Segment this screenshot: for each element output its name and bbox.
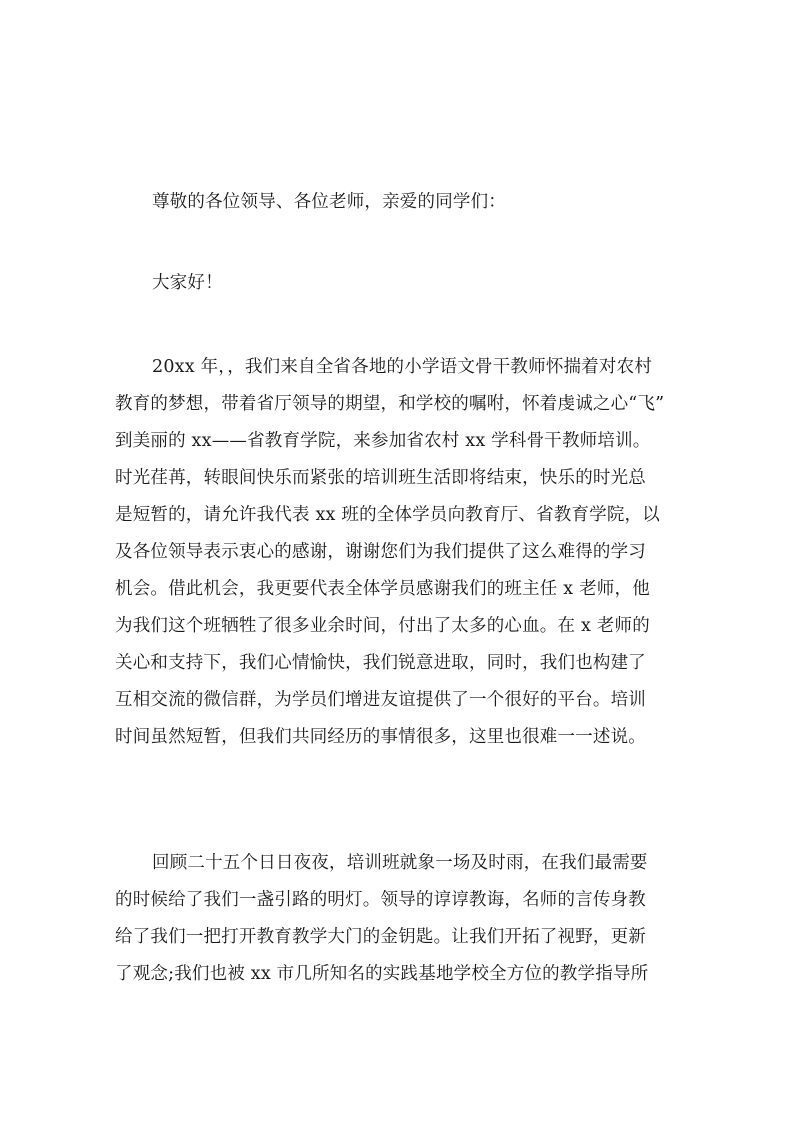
salutation: 尊敬的各位领导、各位老师，亲爱的同学们： [152, 192, 506, 212]
greeting: 大家好！ [152, 273, 223, 293]
paragraph-line: 教育的梦想，带着省厅领导的期望，和学校的嘱咐，怀着虔诚之心“飞” [115, 394, 665, 414]
paragraph-line: 的时候给了我们一盏引路的明灯。领导的谆谆教诲，名师的言传身教 [115, 890, 646, 910]
paragraph-line: 给了我们一把打开教育教学大门的金钥匙。让我们开拓了视野，更新 [115, 927, 646, 947]
paragraph-line: 20xx 年，，我们来自全省各地的小学语文骨干教师怀揣着对农村 [152, 357, 653, 377]
paragraph-line: 机会。借此机会，我更要代表全体学员感谢我们的班主任 x 老师，他 [115, 579, 650, 599]
paragraph-line: 时光荏苒，转眼间快乐而紧张的培训班生活即将结束，快乐的时光总 [115, 468, 646, 488]
paragraph-line: 到美丽的 xx——省教育学院，来参加省农村 xx 学科骨干教师培训。 [115, 431, 651, 451]
paragraph-line: 关心和支持下，我们心情愉快，我们锐意进取，同时，我们也构建了 [115, 653, 646, 673]
paragraph-line: 了观念;我们也被 xx 市几所知名的实践基地学校全方位的教学指导所 [115, 964, 649, 984]
paragraph-line: 回顾二十五个日日夜夜，培训班就象一场及时雨，在我们最需要 [152, 853, 648, 873]
paragraph-line: 及各位领导表示衷心的感谢，谢谢您们为我们提供了这么难得的学习 [115, 542, 646, 562]
paragraph-line: 时间虽然短暂，但我们共同经历的事情很多，这里也很难一一述说。 [115, 727, 646, 747]
paragraph-line: 互相交流的微信群，为学员们增进友谊提供了一个很好的平台。培训 [115, 690, 646, 710]
paragraph-line: 为我们这个班牺牲了很多业余时间，付出了太多的心血。在 x 老师的 [115, 616, 650, 636]
paragraph-line: 是短暂的，请允许我代表 xx 班的全体学员向教育厅、省教育学院，以 [115, 505, 660, 525]
